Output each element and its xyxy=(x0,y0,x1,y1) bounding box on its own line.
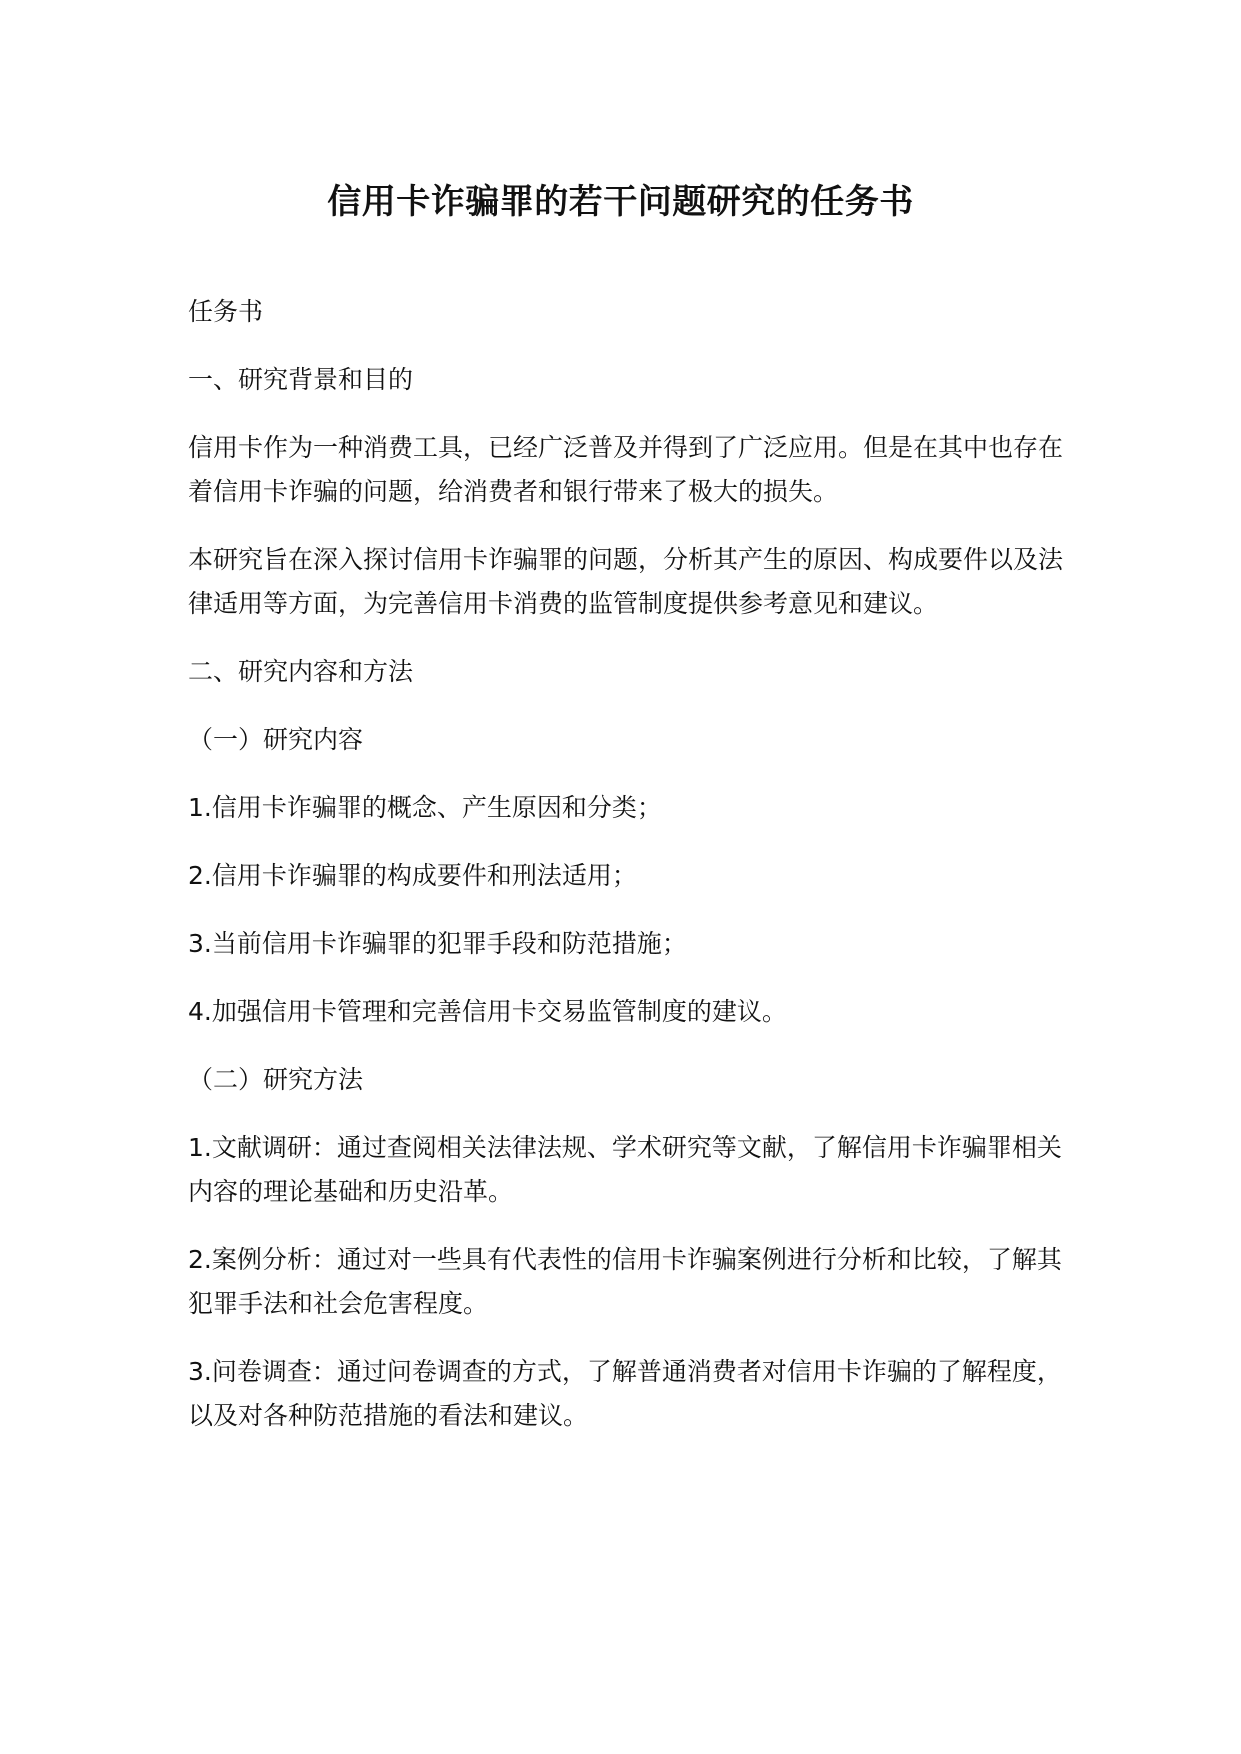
method-item-1: 1.文献调研：通过查阅相关法律法规、学术研究等文献，了解信用卡诈骗罪相关内容的理论基础和历史沿革。 xyxy=(188,1133,1062,1206)
content-item-2: 2.信用卡诈骗罪的构成要件和刑法适用； xyxy=(188,861,637,890)
paragraph-background-1: 信用卡作为一种消费工具，已经广泛普及并得到了广泛应用。但是在其中也存在着信用卡诈骗的问题，给消费者和银行带来了极大的损失。 xyxy=(188,433,1064,506)
paragraph-background-2: 本研究旨在深入探讨信用卡诈骗罪的问题，分析其产生的原因、构成要件以及法律适用等方面，为完善信用卡消费的监管制度提供参考意见和建议。 xyxy=(188,545,1064,618)
content-item-1: 1.信用卡诈骗罪的概念、产生原因和分类； xyxy=(188,793,662,822)
section-label-task-book: 任务书 xyxy=(188,297,264,326)
section-heading-content-methods: 二、研究内容和方法 xyxy=(188,657,414,686)
section-heading-background: 一、研究背景和目的 xyxy=(188,365,414,394)
content-item-4: 4.加强信用卡管理和完善信用卡交易监管制度的建议。 xyxy=(188,997,787,1026)
subsection-heading-content: （一）研究内容 xyxy=(188,725,364,754)
content-item-3: 3.当前信用卡诈骗罪的犯罪手段和防范措施； xyxy=(188,929,687,958)
method-item-2: 2.案例分析：通过对一些具有代表性的信用卡诈骗案例进行分析和比较，了解其犯罪手法和社会危害程度。 xyxy=(188,1245,1062,1318)
subsection-heading-methods: （二）研究方法 xyxy=(188,1065,364,1094)
document-body xyxy=(188,290,1068,1462)
method-item-3: 3.问卷调查：通过问卷调查的方式，了解普通消费者对信用卡诈骗的了解程度，以及对各种防范措施的看法和建议。 xyxy=(188,1357,1062,1430)
document-title: 信用卡诈骗罪的若干问题研究的任务书 xyxy=(327,182,914,222)
